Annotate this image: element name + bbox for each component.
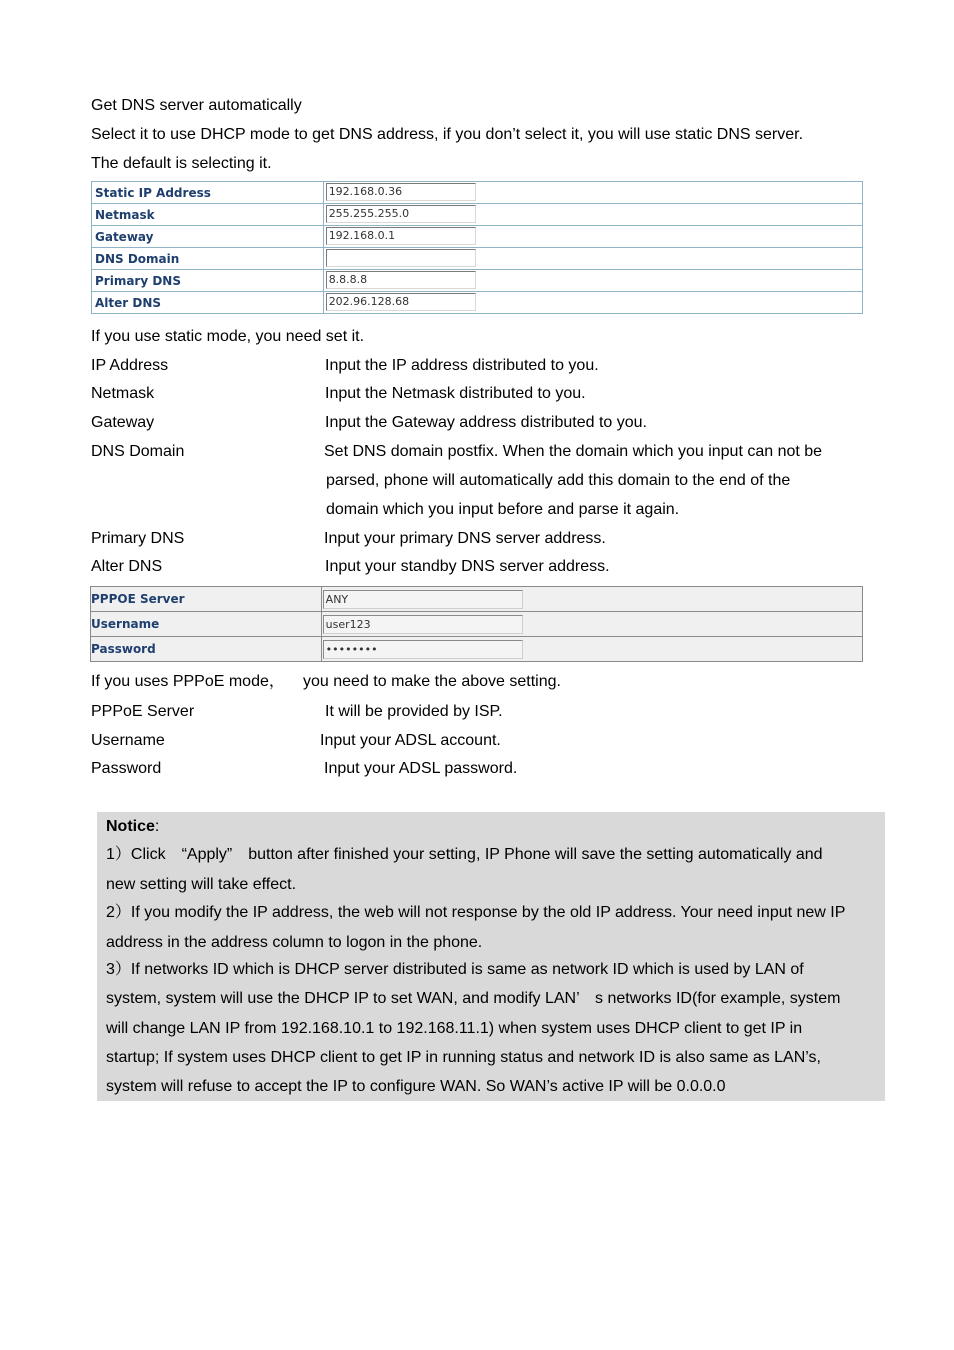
notice-line: address in the address column to logon in the phone. bbox=[106, 934, 483, 951]
table-row bbox=[92, 182, 863, 204]
notice-line: 3）If networks ID which is DHCP server distributed is same as network ID which is used by LAN of bbox=[106, 961, 804, 978]
static-ip-label: Static IP Address bbox=[92, 182, 324, 204]
table-row bbox=[92, 226, 863, 248]
term-username: Username bbox=[91, 732, 165, 749]
pppoe-intro-b: you need to make the above setting. bbox=[303, 673, 561, 690]
table-row bbox=[92, 204, 863, 226]
pppoe-table bbox=[90, 586, 863, 662]
term-primary-dns: Primary DNS bbox=[91, 530, 185, 547]
term-password: Password bbox=[91, 760, 162, 777]
gateway-input[interactable]: 192.168.0.1 bbox=[326, 227, 476, 245]
desc-dns-domain-2: parsed, phone will automatically add this domain to the end of the bbox=[326, 472, 791, 489]
term-alter-dns: Alter DNS bbox=[91, 558, 163, 575]
desc-password: Input your ADSL password. bbox=[324, 760, 518, 777]
desc-ip-address: Input the IP address distributed to you. bbox=[325, 357, 599, 374]
alter-dns-input[interactable]: 202.96.128.68 bbox=[326, 293, 476, 311]
term-ip-address: IP Address bbox=[91, 357, 169, 374]
notice-title: Notice bbox=[106, 818, 155, 835]
table-row bbox=[91, 612, 863, 637]
primary-dns-input[interactable]: 8.8.8.8 bbox=[326, 271, 476, 289]
pppoe-server-input[interactable]: ANY bbox=[323, 590, 523, 609]
notice-box bbox=[97, 812, 885, 1101]
password-label: Password bbox=[91, 637, 322, 662]
desc-username: Input your ADSL account. bbox=[320, 732, 501, 749]
notice-line: 1）Click “Apply” button after finished your setting, IP Phone will save the setting automatically and bbox=[106, 846, 823, 863]
term-netmask: Netmask bbox=[91, 385, 155, 402]
notice-line: system, system will use the DHCP IP to set WAN, and modify LAN’ s networks ID(for example, system bbox=[106, 990, 841, 1007]
table-row bbox=[92, 270, 863, 292]
desc-pppoe-server: It will be provided by ISP. bbox=[325, 703, 503, 720]
desc-gateway: Input the Gateway address distributed to you. bbox=[325, 414, 647, 431]
notice-line: system will refuse to accept the IP to configure WAN. So WAN’s active IP will be 0.0.0.0 bbox=[106, 1078, 726, 1095]
pppoe-intro-a: If you uses PPPoE mode， bbox=[91, 673, 285, 690]
desc-alter-dns: Input your standby DNS server address. bbox=[325, 558, 610, 575]
section-heading: Get DNS server automatically bbox=[91, 97, 302, 114]
notice-line: 2）If you modify the IP address, the web will not response by the old IP address. Your need input new IP bbox=[106, 904, 846, 921]
term-pppoe-server: PPPoE Server bbox=[91, 703, 195, 720]
static-intro: If you use static mode, you need set it. bbox=[91, 328, 365, 345]
notice-line: new setting will take effect. bbox=[106, 876, 297, 893]
term-gateway: Gateway bbox=[91, 414, 155, 431]
desc-netmask: Input the Netmask distributed to you. bbox=[325, 385, 586, 402]
intro-line-2: The default is selecting it. bbox=[91, 155, 272, 172]
static-ip-table bbox=[91, 181, 863, 314]
intro-line-1: Select it to use DHCP mode to get DNS address, if you don’t select it, you will use static DNS server. bbox=[91, 126, 804, 143]
pppoe-server-label: PPPOE Server bbox=[91, 587, 322, 612]
notice-line: startup; If system uses DHCP client to get IP in running status and network ID is also same as LAN’s, bbox=[106, 1049, 821, 1066]
netmask-input[interactable]: 255.255.255.0 bbox=[326, 205, 476, 223]
dns-domain-input[interactable] bbox=[326, 249, 476, 267]
notice-line: will change LAN IP from 192.168.10.1 to 192.168.11.1) when system uses DHCP client to get IP in bbox=[106, 1020, 803, 1037]
desc-dns-domain-1: Set DNS domain postfix. When the domain which you input can not be bbox=[324, 443, 823, 460]
gateway-label: Gateway bbox=[92, 226, 324, 248]
primary-dns-label: Primary DNS bbox=[92, 270, 324, 292]
username-input[interactable]: user123 bbox=[323, 615, 523, 634]
notice-colon: : bbox=[154, 818, 160, 835]
dns-domain-label: DNS Domain bbox=[92, 248, 324, 270]
static-ip-input[interactable]: 192.168.0.36 bbox=[326, 183, 476, 201]
table-row bbox=[92, 248, 863, 270]
desc-dns-domain-3: domain which you input before and parse it again. bbox=[326, 501, 680, 518]
netmask-label: Netmask bbox=[92, 204, 324, 226]
alter-dns-label: Alter DNS bbox=[92, 292, 324, 314]
password-input[interactable]: •••••••• bbox=[323, 640, 523, 659]
desc-primary-dns: Input your primary DNS server address. bbox=[324, 530, 606, 547]
table-row bbox=[92, 292, 863, 314]
term-dns-domain: DNS Domain bbox=[91, 443, 185, 460]
table-row bbox=[91, 637, 863, 662]
table-row bbox=[91, 587, 863, 612]
username-label: Username bbox=[91, 612, 322, 637]
